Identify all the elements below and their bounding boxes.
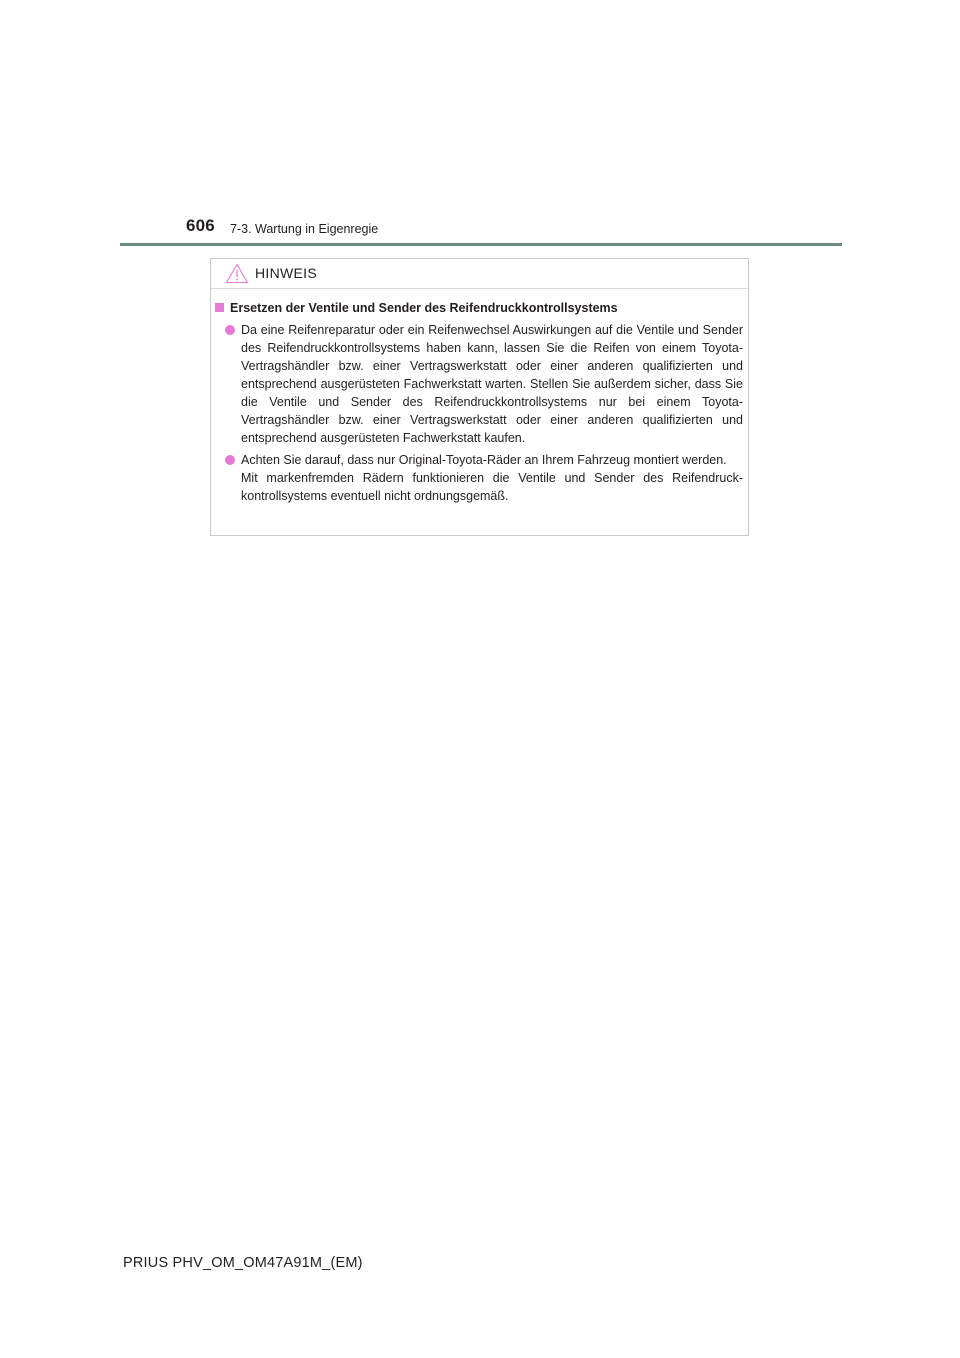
document-code: PRIUS PHV_OM_OM47A91M_(EM) bbox=[123, 1255, 363, 1271]
notice-topic bbox=[215, 301, 618, 315]
notice-header bbox=[211, 259, 748, 289]
notice-title: HINWEIS bbox=[255, 265, 317, 281]
bullet-text: Da eine Reifenreparatur oder ein Reifenwechsel Auswirkungen auf die Ventile und Sender des Reifendruckkontrollsystems haben kann, lassen Sie die Reifen von einem Toyota-Vertragshändler bzw. einer Vertragswerkstatt oder einer anderen qualifizierten und entsprechend ausgerüsteten Fachwerkstatt warten. Stellen Sie außerdem sicher, dass Sie die Ventile und Sender des Reifendruckkontrollsystems nur bei einem Toyota-Vertragshändler bzw. einer Vertragswerkstatt oder einer anderen qualifizierten und entsprechend ausgerüsteten Fachwerkstatt kaufen. bbox=[241, 323, 743, 445]
square-bullet-icon bbox=[215, 303, 224, 312]
section-title: 7-3. Wartung in Eigenregie bbox=[230, 222, 379, 236]
circle-bullet-icon bbox=[225, 325, 235, 335]
circle-bullet-icon bbox=[225, 455, 235, 465]
bullet-text: Achten Sie darauf, dass nur Original-Toyota-Räder an Ihrem Fahrzeug montiert werden. bbox=[241, 453, 727, 467]
bullet-text-continued: Mit markenfremden Rädern funktionieren die Ventile und Sender des Reifendruckkontrollsystems eventuell nicht ordnungsgemäß. bbox=[241, 471, 743, 503]
bullet-item bbox=[241, 321, 743, 447]
warning-triangle-icon bbox=[225, 263, 249, 284]
topic-heading: Ersetzen der Ventile und Sender des Reifendruckkontrollsystems bbox=[230, 301, 618, 315]
header-divider bbox=[120, 243, 842, 246]
notice-box bbox=[210, 258, 749, 536]
page-number: 606 bbox=[186, 216, 215, 235]
bullet-item bbox=[241, 451, 743, 505]
